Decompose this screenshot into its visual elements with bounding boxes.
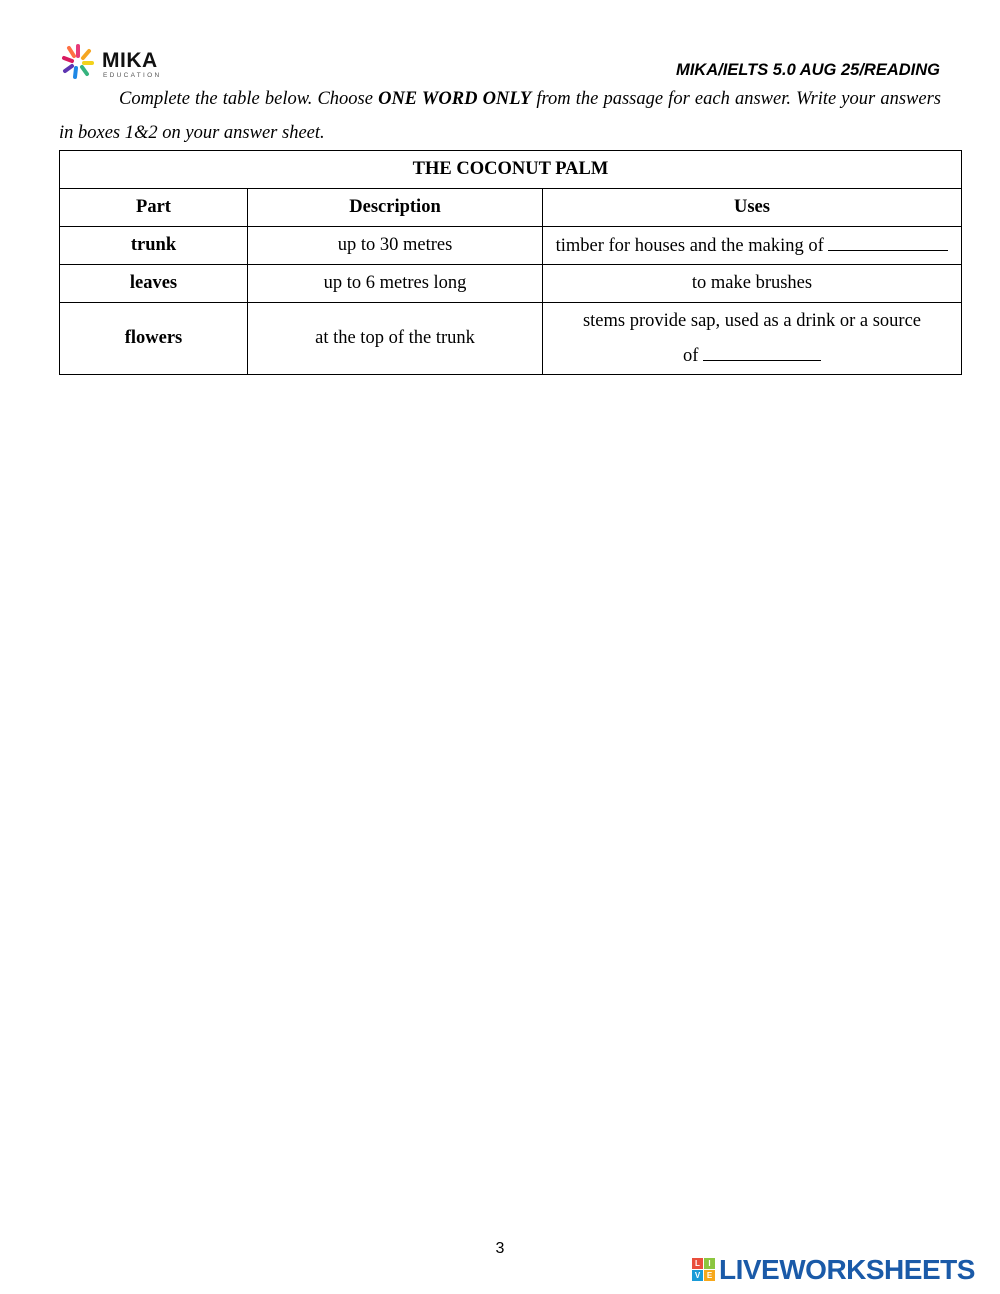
table-row bbox=[60, 265, 962, 303]
table-row bbox=[60, 303, 962, 375]
instructions-part1: Complete the table below. Choose bbox=[119, 89, 379, 109]
mika-star-icon bbox=[58, 42, 98, 82]
liveworksheets-wordmark: LIVEWORKSHEETS bbox=[719, 1254, 975, 1285]
part-cell: leaves bbox=[60, 265, 248, 303]
mika-logo bbox=[58, 42, 168, 82]
logo-subtitle: EDUCATION bbox=[103, 72, 162, 79]
logo-wordmark: MIKA bbox=[102, 49, 158, 72]
uses-cell bbox=[543, 227, 962, 265]
description-cell: up to 30 metres bbox=[248, 227, 543, 265]
uses-text-line2: of bbox=[682, 345, 704, 366]
part-cell: flowers bbox=[60, 303, 248, 375]
header-part: Part bbox=[60, 189, 248, 227]
uses-text: timber for houses and the making of bbox=[555, 236, 829, 256]
answer-blank-2[interactable] bbox=[703, 344, 821, 361]
header-uses: Uses bbox=[543, 189, 962, 227]
document-code: MIKA/IELTS 5.0 AUG 25/READING bbox=[675, 61, 940, 79]
liveworksheets-brand bbox=[692, 1254, 992, 1284]
uses-cell: to make brushes bbox=[543, 265, 962, 303]
page-number: 3 bbox=[495, 1240, 505, 1257]
liveworksheets-icon: L I V E bbox=[692, 1258, 716, 1282]
description-cell: up to 6 metres long bbox=[248, 265, 543, 303]
uses-text-line1: stems provide sap, used as a drink or a source bbox=[582, 310, 922, 331]
instructions-part2: from the passage for each answer. Write your answers in boxes 1&2 on your answer sheet. bbox=[59, 89, 941, 143]
table-row bbox=[60, 227, 962, 265]
description-cell: at the top of the trunk bbox=[248, 303, 543, 375]
table-title: THE COCONUT PALM bbox=[60, 151, 962, 189]
uses-cell bbox=[543, 303, 962, 375]
header-description: Description bbox=[248, 189, 543, 227]
answer-blank-1[interactable] bbox=[828, 234, 948, 251]
instructions-emphasis: ONE WORD ONLY bbox=[378, 89, 532, 109]
coconut-palm-table bbox=[59, 150, 962, 375]
part-cell: trunk bbox=[60, 227, 248, 265]
instructions bbox=[59, 82, 941, 150]
